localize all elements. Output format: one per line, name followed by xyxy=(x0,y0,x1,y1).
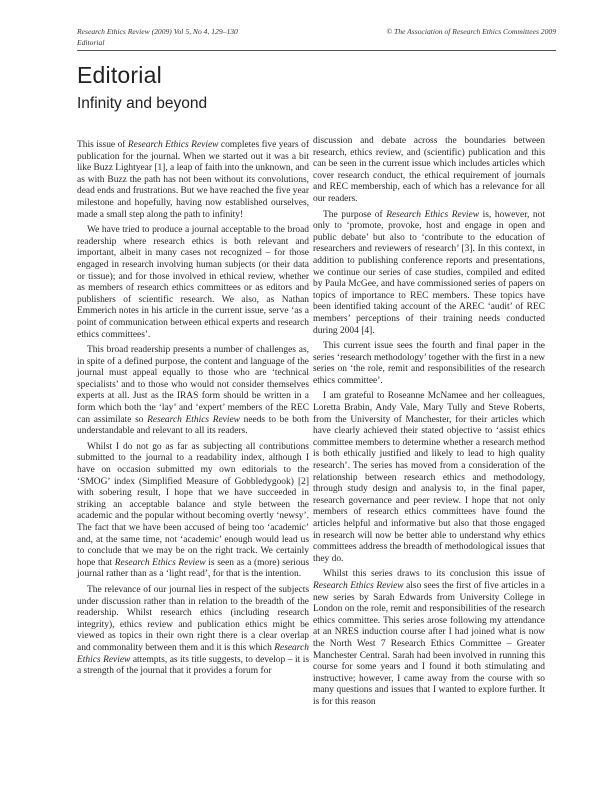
paragraph: We have tried to produce a journal acceptable to the broad readership where research ethics is both relevant and important, albeit in many cases not recognized – for those engaged in research involving human subjects (or their data or tissue); and for those involved in ethical review, whether as members of research ethics committees or as editors and publishers of scientific research. We also, as Nathan Emmerich notes in his article in the current issue, serve ‘as a point of communication between ethical experts and research ethics committees’. xyxy=(77,225,309,340)
journal-name: Research Ethics Review xyxy=(127,140,219,150)
paragraph: discussion and debate across the boundaries between research, ethics review, and (scientific) publication and this can be seen in the current issue which includes articles which cover research conduct, the ethical requirement of journals and REC membership, each of which has a relevance for all our readers. xyxy=(313,136,545,204)
journal-name: Research Ethics Review xyxy=(77,642,309,665)
header-divider xyxy=(77,50,556,51)
journal-citation: Research Ethics Review (2009) Vol 5, No 4, 129–130 xyxy=(77,27,238,36)
paragraph: This current issue sees the fourth and final paper in the series ‘research methodology’ together with the first in a new series on ‘the role, remit and responsibilities of the research ethics committee’. xyxy=(313,341,545,386)
journal-name: Research Ethics Review xyxy=(147,414,240,425)
paragraph: This broad readership presents a number of challenges as, in spite of a defined purpose, the content and language of the journal must appeal equally to those who are ‘technical specialists’ and to those who would not consider themselves experts at all. Just as the IRAS form should be written in a form which both the ‘lay’ and ‘expert’ members of the REC can assimilate so Research Ethics Review needs to be both understandable and relevant to all its readers. xyxy=(77,345,309,437)
journal-name: Research Ethics Review xyxy=(114,557,206,568)
section-heading: Editorial xyxy=(77,62,162,88)
paragraph: Whilst this series draws to its conclusion this issue of Research Ethics Review also sees the first of five articles in a new series by Sarah Edwards from University College in London on the role, remit and responsibilities of the research ethics committee. This series arose following my attendance at an NRES induction course after I had joined what is now the North West 7 Research Ethics Committee – Greater Manchester Central. Sarah had been involved in running this course for some years and I found it both stimulating and instructive; however, I came away from the course with so many questions and issues that I wanted to explore further. It is for this reason xyxy=(313,569,545,707)
journal-name: Research Ethics Review xyxy=(386,209,480,220)
running-head xyxy=(77,27,556,37)
paragraph: I am grateful to Roseanne McNamee and her colleagues, Loretta Brabin, Andy Vale, Mary Tully and Steve Roberts, from the University of Manchester, for their articles which have clearly achieved their stated objective to ‘assist ethics committee members to determine whether a research method is both ethically justified and likely to lead to high quality research’. The series has moved from a consideration of the relationship between research ethics and methodology, through study design and analysis to, in the final paper, research governance and peer review. I hope that not only members of research ethics committees have found the articles helpful and informative but also that those engaged in research will now be better able to understand why ethics committees address the breadth of methodological issues that they do. xyxy=(313,391,545,564)
article-title: Infinity and beyond xyxy=(77,95,208,112)
paragraph: The purpose of Research Ethics Review is, however, not only to ‘promote, provoke, host and engage in open and public debate’ but also to ‘contribute to the education of researchers and reviewers of research’ [3]. In this context, in addition to publishing conference reports and presentations, we continue our series of case studies, compiled and edited by Paula McGee, and have commissioned series of papers on topics of importance to REC members. These topics have been identified taking account of the AREC ‘audit’ of REC members’ perceptions of their training needs conducted during 2004 [4]. xyxy=(313,209,545,336)
paragraph: This issue of Research Ethics Review completes five years of publication for the journal. When we started out it was a bit like Buzz Lightyear [1], a leap of faith into the unknown, and as with Buzz the path has not been without its convolutions, dead ends and frustrations. But we have reached the five year milestone and hopefully, having now established ourselves, made a small step along the path to infinity! xyxy=(77,140,309,220)
left-column xyxy=(77,140,309,678)
right-column xyxy=(313,136,545,709)
journal-name: Research Ethics Review xyxy=(313,580,404,591)
paragraph: The relevance of our journal lies in respect of the subjects under discussion rather than in relation to the breadth of the readership. Whilst research ethics (including research integrity), ethics review and publication ethics might be viewed as topics in their own right there is a clear overlap and commonality between them and it is this which Research Ethics Review attempts, as its title suggests, to develop – it is a strength of the journal that it provides a forum for xyxy=(77,584,309,677)
paragraph: Whilst I do not go as far as subjecting all contributions submitted to the journal to a readability index, although I have on occasion submitted my own editorials to the ‘SMOG’ index (Simplified Measure of Gobbledygook) [2] with sobering result, I hope that we have succeeded in striking an acceptable balance and style between the academic and the popular without becoming overtly ‘newsy’. The fact that we have been accused of being too ‘academic’ and, at the same time, not ‘academic’ enough would lead us to conclude that we may be on the right track. We certainly hope that Research Ethics Review is seen as a (more) serious journal rather than as a ‘light read’, for that is the intention. xyxy=(77,441,309,580)
running-section-label: Editorial xyxy=(77,38,105,47)
copyright-notice: © The Association of Research Ethics Committees 2009 xyxy=(386,27,556,36)
